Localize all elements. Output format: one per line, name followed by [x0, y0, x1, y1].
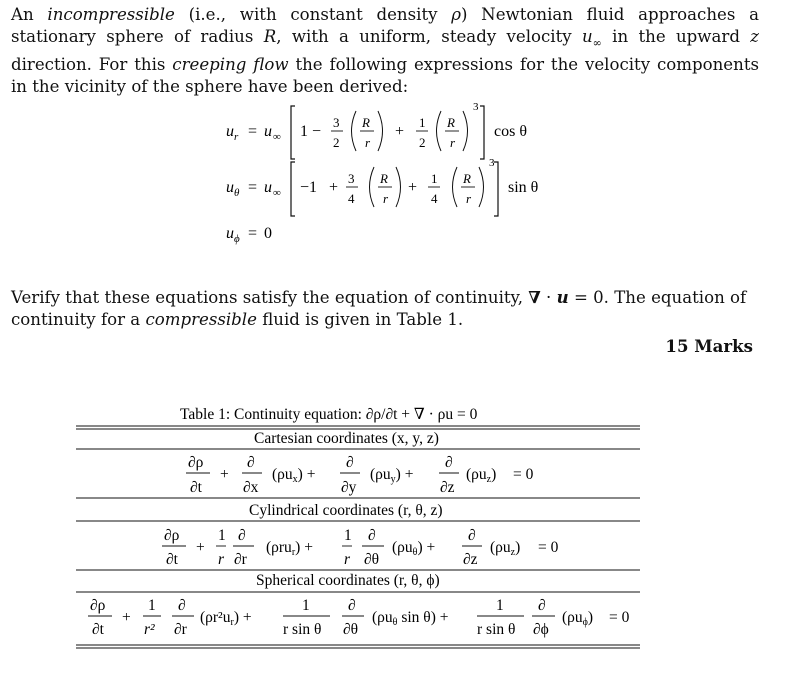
svg-text:∂θ: ∂θ [364, 551, 380, 568]
verify-instruction [11, 286, 759, 331]
svg-text:=: = [248, 179, 258, 196]
svg-text:R: R [463, 171, 471, 186]
svg-text:1: 1 [148, 597, 156, 614]
svg-text:0: 0 [264, 225, 272, 242]
continuity-table [76, 406, 640, 648]
equation-uphi [226, 225, 272, 245]
right-bracket [480, 106, 484, 159]
intro-segment: ) Newtonian fluid approaches a stationary sphere of radius [11, 5, 759, 46]
svg-text:∂t: ∂t [190, 479, 202, 496]
svg-text:∞: ∞ [273, 131, 281, 143]
svg-text:∂θ: ∂θ [343, 621, 359, 638]
svg-text:3: 3 [333, 115, 340, 130]
table-caption: Table 1: Continuity equation: ∂ρ/∂t + ∇ · ρu = 0 [180, 406, 478, 423]
svg-text:R: R [362, 115, 370, 130]
svg-text:cos θ: cos θ [494, 123, 527, 140]
svg-text:r: r [383, 191, 389, 206]
marks-label: 15 Marks [665, 336, 753, 356]
svg-text:2: 2 [419, 135, 426, 150]
svg-text:∂ρ: ∂ρ [188, 454, 204, 471]
svg-text:3: 3 [473, 101, 479, 113]
svg-text:r: r [450, 135, 456, 150]
svg-text:∂: ∂ [346, 454, 354, 471]
verify-segment: · [540, 288, 557, 307]
svg-text:r: r [344, 551, 351, 568]
svg-text:∂: ∂ [538, 597, 546, 614]
spherical-equation [88, 597, 630, 638]
svg-text:1: 1 [496, 597, 504, 614]
svg-text:uϕ: $u_\phi$ [226, 225, 240, 245]
svg-text:4: 4 [431, 191, 438, 206]
svg-text:uθ: $u_\theta$ [226, 179, 240, 199]
svg-text:r: r [365, 135, 371, 150]
svg-text:∂: ∂ [368, 527, 376, 544]
svg-text:(ρuz): (ρuz) [490, 539, 521, 558]
svg-text:−: − [312, 123, 322, 140]
svg-text:∂r: ∂r [234, 551, 247, 568]
svg-text:∂r: ∂r [174, 621, 187, 638]
svg-text:∂t: ∂t [166, 551, 178, 568]
svg-text:∂: ∂ [348, 597, 356, 614]
intro-segment: , with a uniform, steady velocity [276, 27, 582, 46]
svg-text:∂ρ: ∂ρ [164, 527, 180, 544]
svg-text:+: + [329, 179, 339, 196]
svg-text:1: 1 [218, 527, 226, 544]
cartesian-header: Cartesian coordinates (x, y, z) [254, 430, 439, 447]
svg-text:∂z: ∂z [440, 479, 455, 496]
svg-text:1: 1 [302, 597, 310, 614]
svg-text:3: 3 [348, 171, 355, 186]
cylindrical-equation [162, 527, 559, 568]
intro-segment: the following expressions for the velocity components in the vicinity of the sphere have been derived: [11, 55, 760, 97]
svg-text:∂: ∂ [238, 527, 246, 544]
svg-text:∂ρ: ∂ρ [90, 597, 106, 614]
svg-text:= 0: = 0 [538, 539, 559, 556]
intro-segment: An [11, 5, 48, 24]
svg-text:+: + [408, 179, 418, 196]
svg-text:∂: ∂ [445, 454, 453, 471]
svg-text:(ρrur) +: (ρrur) + [266, 539, 313, 558]
svg-text:−1: −1 [300, 179, 318, 196]
svg-text:∂ϕ: ∂ϕ [533, 621, 549, 638]
svg-text:+: + [220, 466, 229, 483]
spherical-header: Spherical coordinates (r, θ, ϕ) [256, 572, 440, 589]
svg-text:+: + [122, 609, 131, 626]
svg-text:(ρr²ur) +: (ρr²ur) + [200, 609, 252, 628]
svg-text:=: = [248, 123, 258, 140]
intro-segment: ρ [451, 5, 461, 24]
verify-segment: Verify that these equations satisfy the equation of continuity, [11, 288, 529, 307]
equation-utheta [226, 157, 538, 216]
intro-segment: ∞ [592, 36, 602, 50]
intro-segment: in the upward [601, 27, 751, 46]
svg-text:(ρuy) +: (ρuy) + [370, 466, 414, 485]
svg-text:(ρux) +: (ρux) + [272, 466, 316, 485]
svg-text:∂z: ∂z [463, 551, 478, 568]
svg-text:(ρuϕ): (ρuϕ) [562, 609, 594, 628]
svg-text:= 0: = 0 [609, 609, 630, 626]
verify-segment: compressible [145, 310, 257, 329]
svg-text:u: u [264, 179, 272, 196]
svg-text:1: 1 [419, 115, 426, 130]
intro-segment: creeping flow [172, 55, 289, 75]
svg-text:r sin θ: r sin θ [477, 621, 516, 638]
svg-text:R: R [447, 115, 455, 130]
svg-text:∂: ∂ [468, 527, 476, 544]
svg-text:(ρuz): (ρuz) [466, 466, 497, 485]
svg-text:1: 1 [431, 171, 438, 186]
svg-text:1: 1 [300, 123, 308, 140]
svg-text:(ρuθ) +: (ρuθ) + [392, 539, 436, 558]
problem-intro [11, 4, 759, 98]
svg-text:∂x: ∂x [243, 479, 259, 496]
verify-segment: ∇ [528, 287, 541, 307]
svg-text:=: = [248, 225, 258, 242]
intro-segment: direction. For this [11, 55, 173, 75]
svg-text:r: r [466, 191, 472, 206]
intro-segment: R [263, 27, 277, 46]
svg-text:4: 4 [348, 191, 355, 206]
svg-text:ur: $u_r$ [226, 123, 239, 143]
intro-segment: u [581, 27, 593, 46]
svg-text:r²: r² [144, 621, 155, 638]
svg-text:(ρuθ sin θ) +: (ρuθ sin θ) + [372, 609, 449, 628]
svg-text:sin θ: sin θ [508, 179, 539, 196]
svg-text:∂: ∂ [178, 597, 186, 614]
svg-text:∂y: ∂y [341, 479, 357, 496]
svg-text:R: R [380, 171, 388, 186]
svg-text:∂: ∂ [247, 454, 255, 471]
verify-segment: fluid is given in Table 1. [256, 310, 464, 329]
svg-text:+: + [196, 539, 205, 556]
svg-text:r: r [218, 551, 225, 568]
svg-text:3: 3 [489, 157, 495, 169]
intro-segment: z [750, 27, 760, 46]
verify-segment: = 0. The equation of continuity for a [11, 288, 747, 329]
svg-text:= 0: = 0 [513, 466, 534, 483]
intro-segment: (i.e., with constant density [174, 5, 452, 24]
cylindrical-header: Cylindrical coordinates (r, θ, z) [249, 502, 443, 519]
left-bracket [291, 106, 295, 159]
svg-text:∂t: ∂t [92, 621, 104, 638]
cartesian-equation [186, 454, 534, 496]
intro-segment: incompressible [47, 5, 175, 24]
svg-text:r sin θ: r sin θ [283, 621, 322, 638]
svg-text:1: 1 [344, 527, 352, 544]
svg-text:+: + [395, 123, 405, 140]
svg-text:2: 2 [333, 135, 340, 150]
equation-ur [226, 101, 527, 159]
svg-text:u: u [264, 123, 272, 140]
verify-segment: u [556, 287, 569, 307]
svg-text:∞: ∞ [273, 187, 281, 199]
